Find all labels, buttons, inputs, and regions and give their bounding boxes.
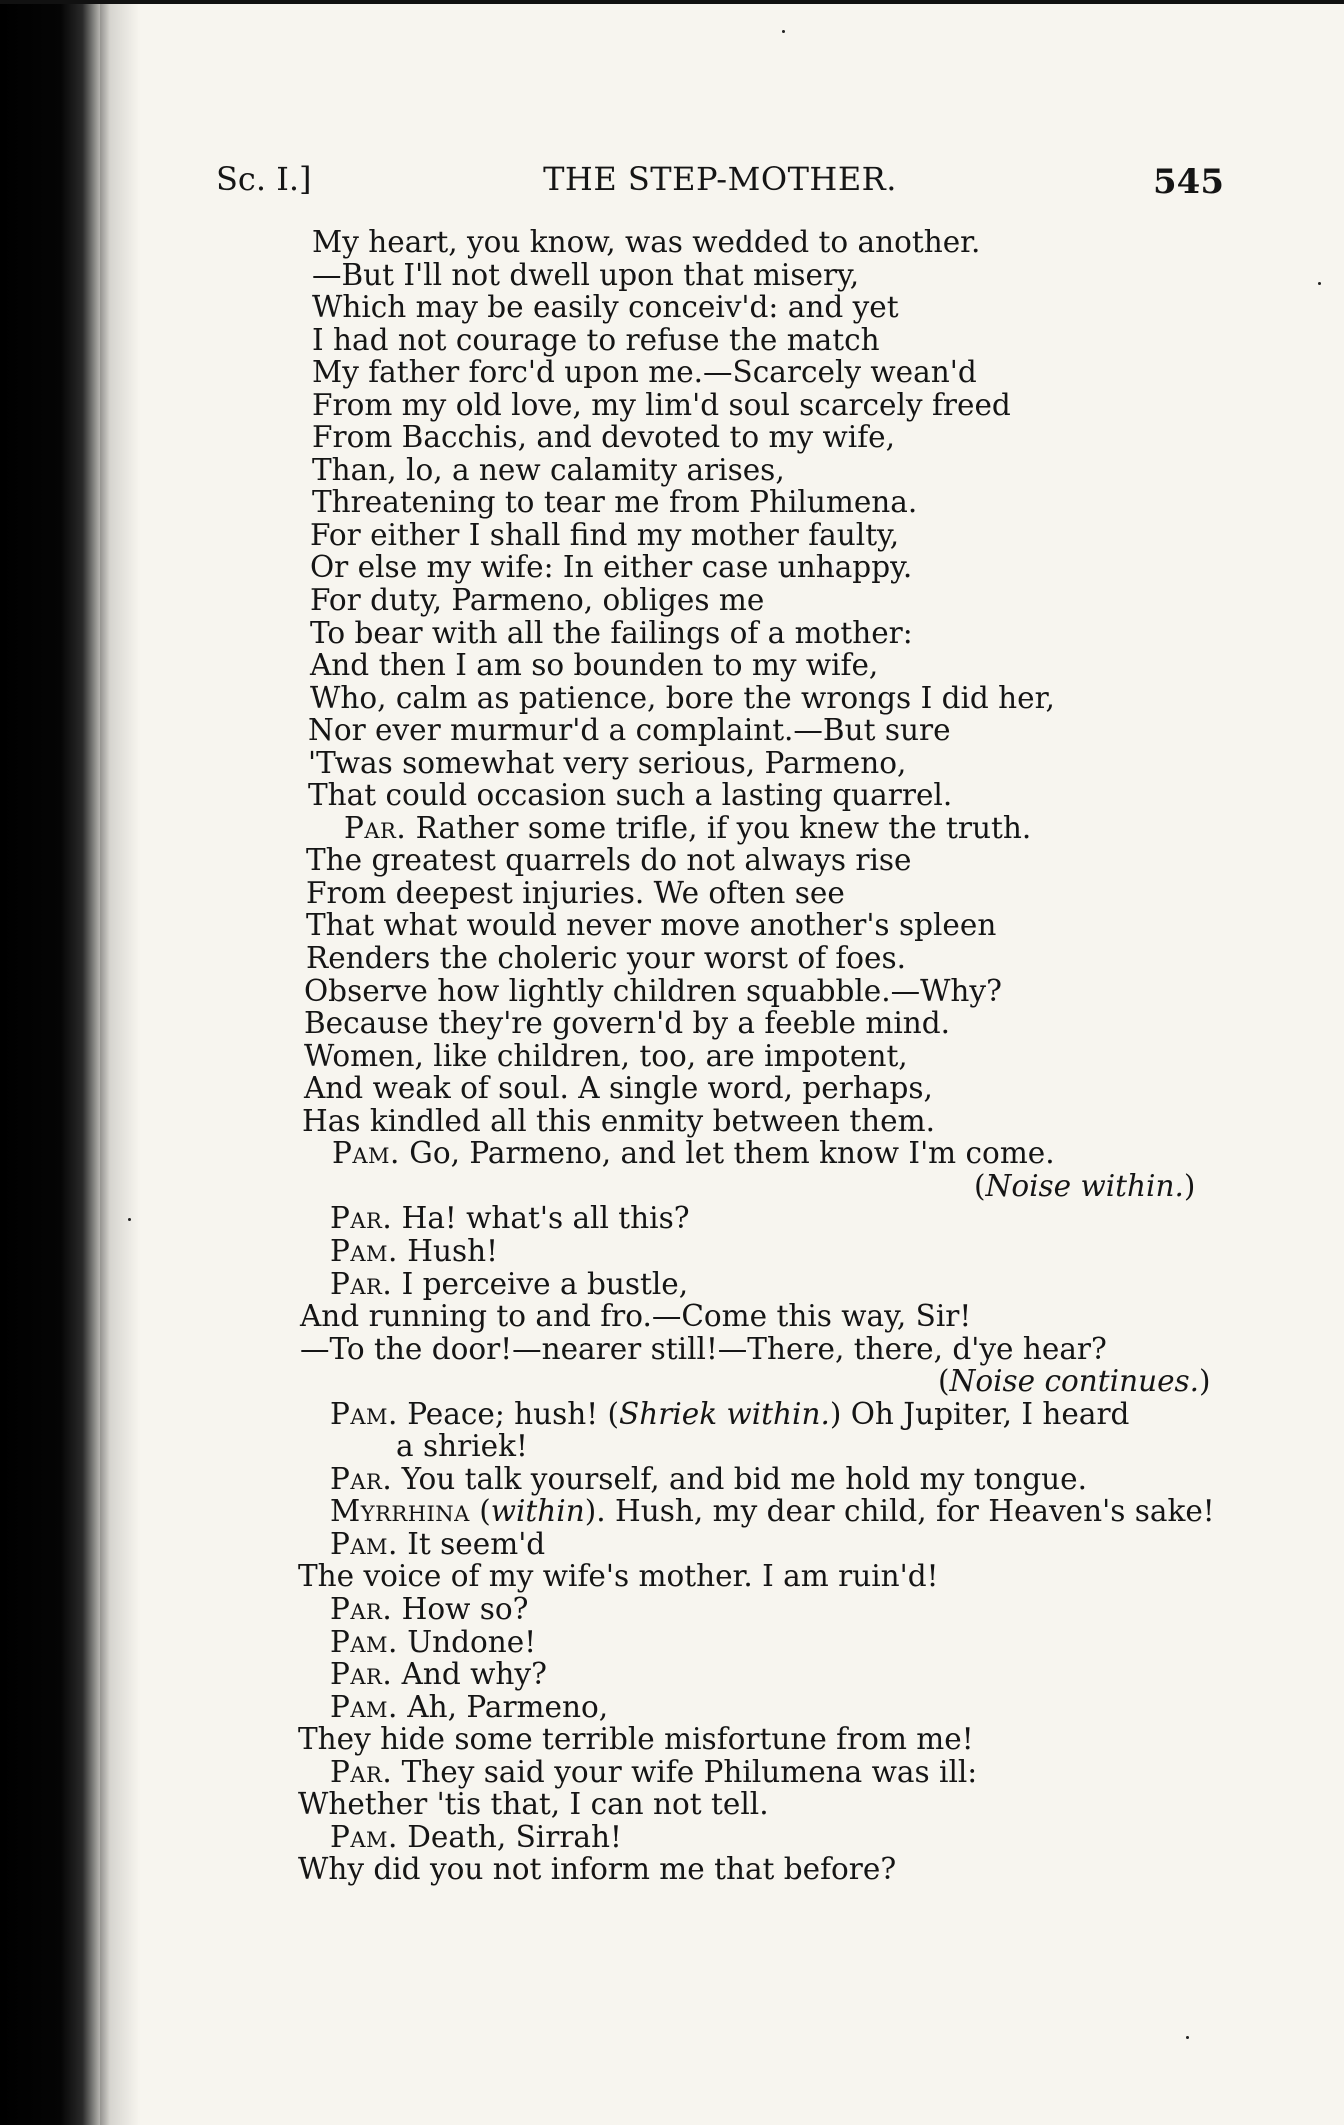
line-text: Undone! bbox=[397, 1624, 537, 1659]
line-text: Because they're govern'd by a feeble mind. bbox=[304, 1006, 951, 1041]
line-text: My father forc'd upon me.—Scarcely wean'd bbox=[312, 355, 977, 390]
text-line bbox=[0, 259, 1344, 292]
line-text: For either I shall find my mother faulty, bbox=[310, 517, 900, 552]
running-header bbox=[216, 160, 1224, 206]
speaker-name: Par. bbox=[330, 1266, 393, 1301]
line-text: You talk yourself, and bid me hold my tongue. bbox=[392, 1461, 1087, 1496]
line-text: My heart, you know, was wedded to another. bbox=[312, 225, 981, 259]
line-text: I had not courage to refuse the match bbox=[312, 322, 880, 357]
line-text: ) Oh Jupiter, I heard bbox=[829, 1396, 1130, 1431]
text-line bbox=[0, 1040, 1344, 1073]
line-text: ). Hush, my dear child, for Heaven's sake! bbox=[584, 1494, 1215, 1529]
text-line bbox=[0, 942, 1344, 975]
speaker-name: Pam. bbox=[330, 1233, 398, 1268]
line-text: Renders the choleric your worst of foes. bbox=[306, 941, 907, 976]
text-line bbox=[0, 1105, 1344, 1138]
line-text: —To the door!—nearer still!—There, there, d'ye hear? bbox=[300, 1331, 1107, 1366]
line-text: Or else my wife: In either case unhappy. bbox=[310, 550, 913, 585]
line-text: ) bbox=[1183, 1168, 1196, 1203]
page-title: THE STEP-MOTHER. bbox=[543, 160, 897, 198]
text-line bbox=[0, 1072, 1344, 1105]
text-line bbox=[0, 1007, 1344, 1040]
line-text: It seem'd bbox=[397, 1526, 546, 1561]
scan-speck bbox=[1186, 2036, 1189, 2039]
speaker-name: Par. bbox=[330, 1201, 393, 1236]
speaker-name: Par. bbox=[344, 810, 407, 845]
line-text: From deepest injuries. We often see bbox=[306, 875, 845, 910]
text-line bbox=[0, 779, 1344, 812]
text-line bbox=[0, 324, 1344, 357]
text-line bbox=[0, 1333, 1344, 1366]
speaker-name: Myrrhina bbox=[330, 1494, 470, 1529]
stage-direction: Shriek within. bbox=[619, 1396, 830, 1431]
line-text: For duty, Parmeno, obliges me bbox=[310, 583, 765, 618]
speaker-name: Pam. bbox=[330, 1819, 398, 1854]
stage-direction: Noise continues. bbox=[949, 1364, 1200, 1399]
line-text: And then I am so bounden to my wife, bbox=[310, 648, 879, 683]
scan-speck bbox=[782, 30, 785, 33]
speaker-name: Pam. bbox=[330, 1396, 398, 1431]
text-line bbox=[0, 1137, 1344, 1170]
text-line bbox=[0, 649, 1344, 682]
line-text: Has kindled all this enmity between them. bbox=[302, 1103, 935, 1138]
text-line bbox=[0, 1821, 1344, 1854]
line-text: Rather some trifle, if you knew the truth. bbox=[406, 810, 1032, 845]
text-line bbox=[0, 584, 1344, 617]
text-line bbox=[0, 812, 1344, 845]
text-line bbox=[0, 1495, 1344, 1528]
text-line bbox=[0, 1430, 1344, 1463]
line-text: Than, lo, a new calamity arises, bbox=[312, 452, 785, 487]
text-line bbox=[0, 975, 1344, 1008]
line-text: a shriek! bbox=[396, 1429, 528, 1464]
text-line bbox=[0, 454, 1344, 487]
text-line bbox=[0, 226, 1344, 259]
text-line bbox=[0, 844, 1344, 877]
line-text: How so? bbox=[392, 1591, 529, 1626]
text-line bbox=[0, 519, 1344, 552]
text-line bbox=[0, 356, 1344, 389]
play-text bbox=[0, 226, 1344, 1886]
speaker-name: Pam. bbox=[330, 1689, 398, 1724]
text-line bbox=[0, 747, 1344, 780]
line-text: Go, Parmeno, and let them know I'm come. bbox=[399, 1136, 1055, 1171]
text-line bbox=[0, 1170, 1344, 1203]
line-text: Whether 'tis that, I can not tell. bbox=[298, 1787, 769, 1822]
line-text: ) bbox=[1199, 1364, 1211, 1399]
text-line bbox=[0, 1463, 1344, 1496]
stage-direction: Noise within. bbox=[985, 1168, 1184, 1203]
line-text: Who, calm as patience, bore the wrongs I did her, bbox=[310, 680, 1055, 715]
text-line bbox=[0, 1788, 1344, 1821]
line-text: Threatening to tear me from Philumena. bbox=[312, 485, 918, 520]
page-number: 545 bbox=[1153, 162, 1224, 202]
text-line bbox=[0, 1235, 1344, 1268]
line-text: That could occasion such a lasting quarrel. bbox=[308, 778, 953, 813]
speaker-name: Pam. bbox=[332, 1136, 400, 1171]
line-text: ( bbox=[469, 1494, 491, 1529]
speaker-name: Pam. bbox=[330, 1526, 398, 1561]
line-text: The voice of my wife's mother. I am ruin'd! bbox=[298, 1559, 939, 1594]
line-text: ( bbox=[938, 1364, 950, 1399]
text-line bbox=[0, 1528, 1344, 1561]
line-text: ( bbox=[974, 1168, 986, 1203]
line-text: And weak of soul. A single word, perhaps, bbox=[304, 1071, 933, 1106]
text-line bbox=[0, 1756, 1344, 1789]
speaker-name: Par. bbox=[330, 1657, 393, 1692]
text-line bbox=[0, 1853, 1344, 1886]
scene-reference: Sc. I.] bbox=[216, 160, 312, 198]
text-line bbox=[0, 877, 1344, 910]
line-text: From Bacchis, and devoted to my wife, bbox=[312, 420, 895, 455]
text-line bbox=[0, 1560, 1344, 1593]
line-text: Death, Sirrah! bbox=[397, 1819, 622, 1854]
top-edge-rule bbox=[0, 0, 1344, 4]
text-line bbox=[0, 714, 1344, 747]
text-line bbox=[0, 1268, 1344, 1301]
line-text: That what would never move another's spleen bbox=[306, 908, 997, 943]
line-text: From my old love, my lim'd soul scarcely freed bbox=[312, 387, 1011, 422]
text-line bbox=[0, 1723, 1344, 1756]
speaker-name: Par. bbox=[330, 1461, 393, 1496]
line-text: Observe how lightly children squabble.—Why? bbox=[304, 973, 1002, 1008]
line-text: Which may be easily conceiv'd: and yet bbox=[312, 290, 899, 325]
line-text: They hide some terrible misfortune from me! bbox=[298, 1722, 974, 1757]
text-line bbox=[0, 486, 1344, 519]
line-text: Ah, Parmeno, bbox=[397, 1689, 609, 1724]
text-line bbox=[0, 421, 1344, 454]
line-text: 'Twas somewhat very serious, Parmeno, bbox=[308, 745, 907, 780]
text-line bbox=[0, 1593, 1344, 1626]
text-line bbox=[0, 1365, 1344, 1398]
line-text: —But I'll not dwell upon that misery, bbox=[312, 257, 860, 292]
line-text: Hush! bbox=[397, 1233, 499, 1268]
text-line bbox=[0, 617, 1344, 650]
line-text: Why did you not inform me that before? bbox=[298, 1852, 897, 1887]
text-line bbox=[0, 1202, 1344, 1235]
text-line bbox=[0, 1626, 1344, 1659]
line-text: Peace; hush! ( bbox=[397, 1396, 620, 1431]
text-line bbox=[0, 291, 1344, 324]
text-line bbox=[0, 389, 1344, 422]
stage-direction: within bbox=[490, 1494, 585, 1529]
line-text: The greatest quarrels do not always rise bbox=[306, 843, 912, 878]
line-text: I perceive a bustle, bbox=[392, 1266, 689, 1301]
line-text: To bear with all the failings of a mother: bbox=[310, 615, 913, 650]
text-line bbox=[0, 909, 1344, 942]
text-line bbox=[0, 1300, 1344, 1333]
text-line bbox=[0, 1658, 1344, 1691]
text-line bbox=[0, 682, 1344, 715]
line-text: Ha! what's all this? bbox=[392, 1201, 690, 1236]
line-text: Women, like children, too, are impotent, bbox=[304, 1038, 908, 1073]
text-line bbox=[0, 551, 1344, 584]
text-line bbox=[0, 1691, 1344, 1724]
line-text: Nor ever murmur'd a complaint.—But sure bbox=[308, 713, 951, 748]
line-text: They said your wife Philumena was ill: bbox=[392, 1754, 978, 1789]
speaker-name: Pam. bbox=[330, 1624, 398, 1659]
text-line bbox=[0, 1398, 1344, 1431]
speaker-name: Par. bbox=[330, 1754, 393, 1789]
line-text: And why? bbox=[392, 1657, 547, 1692]
speaker-name: Par. bbox=[330, 1591, 393, 1626]
line-text: And running to and fro.—Come this way, Sir! bbox=[300, 1299, 972, 1334]
